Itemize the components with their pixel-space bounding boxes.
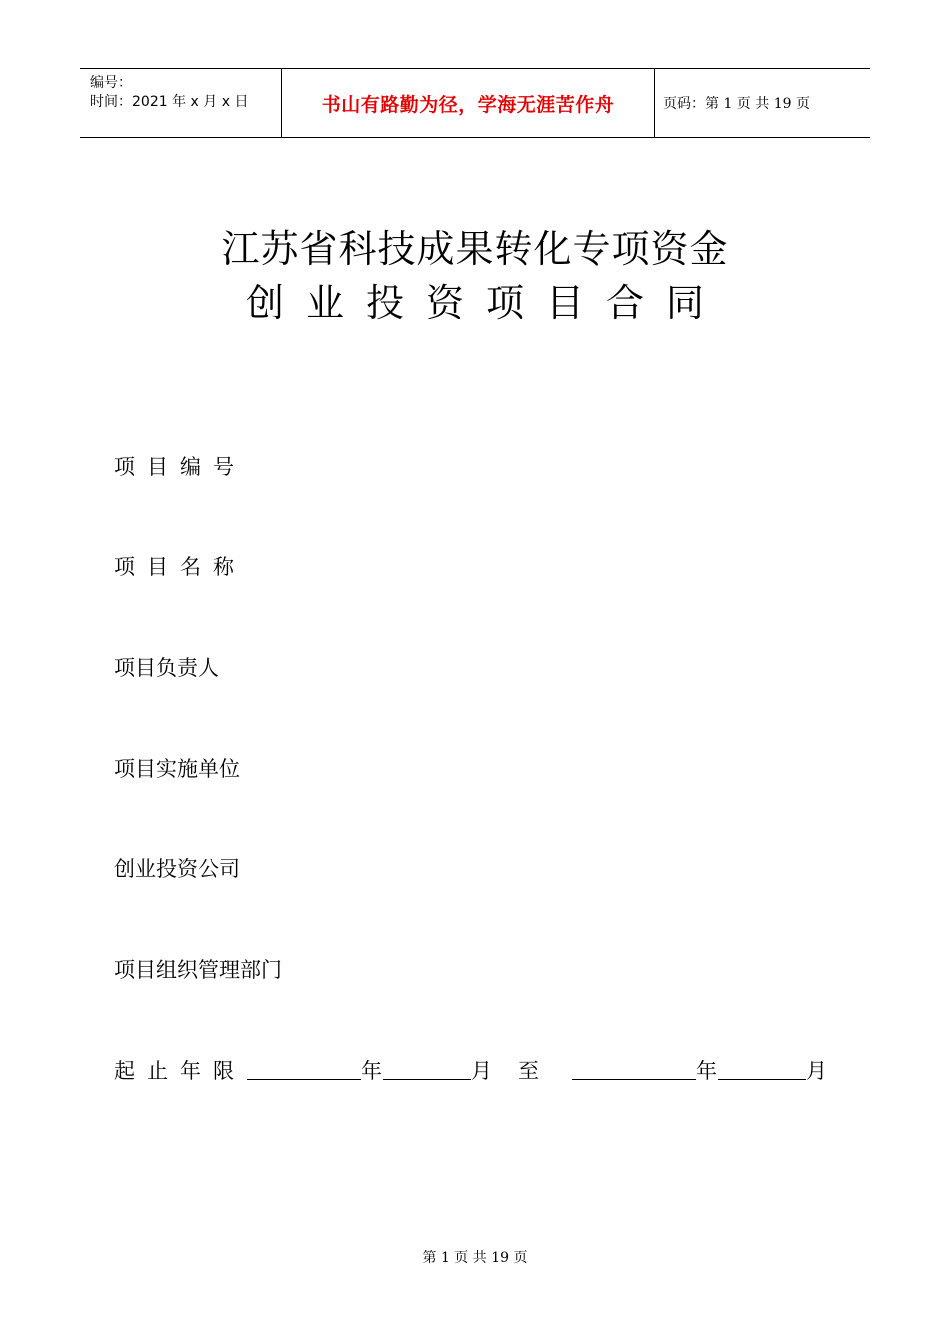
field-organizing-department: 项目组织管理部门 bbox=[114, 958, 282, 982]
header-left-cell bbox=[80, 69, 282, 137]
header-middle-cell bbox=[282, 69, 655, 137]
period-month1: 月 bbox=[471, 1059, 492, 1083]
start-year-blank bbox=[247, 1079, 361, 1080]
period-month2: 月 bbox=[806, 1059, 827, 1083]
header-page-info: 页码：第 1 页 共 19 页 bbox=[663, 96, 810, 112]
period-row bbox=[114, 1055, 854, 1087]
field-project-name: 项目名称 bbox=[114, 555, 246, 579]
end-year-blank bbox=[572, 1079, 696, 1080]
header-right-cell bbox=[655, 69, 870, 137]
field-implementing-unit: 项目实施单位 bbox=[114, 757, 240, 781]
document-title-line2: 创业投资项目合同 bbox=[245, 281, 726, 325]
field-project-number: 项目编号 bbox=[114, 455, 246, 479]
document-header bbox=[80, 68, 870, 138]
period-label: 起止年限 bbox=[114, 1059, 246, 1083]
document-title-line1: 江苏省科技成果转化专项资金 bbox=[221, 227, 729, 271]
document-time-label: 时间：2021 年 x 月 x 日 bbox=[90, 94, 249, 110]
period-to: 至 bbox=[518, 1059, 539, 1083]
period-year2: 年 bbox=[696, 1059, 717, 1083]
end-month-blank bbox=[718, 1079, 806, 1080]
page-footer: 第 1 页 共 19 页 bbox=[422, 1250, 528, 1266]
document-number-label: 编号： bbox=[90, 75, 132, 91]
start-month-blank bbox=[383, 1079, 471, 1080]
period-year1: 年 bbox=[361, 1059, 382, 1083]
field-vc-company: 创业投资公司 bbox=[114, 857, 240, 881]
field-project-leader: 项目负责人 bbox=[114, 656, 219, 680]
header-motto: 书山有路勤为径，学海无涯苦作舟 bbox=[321, 93, 615, 116]
